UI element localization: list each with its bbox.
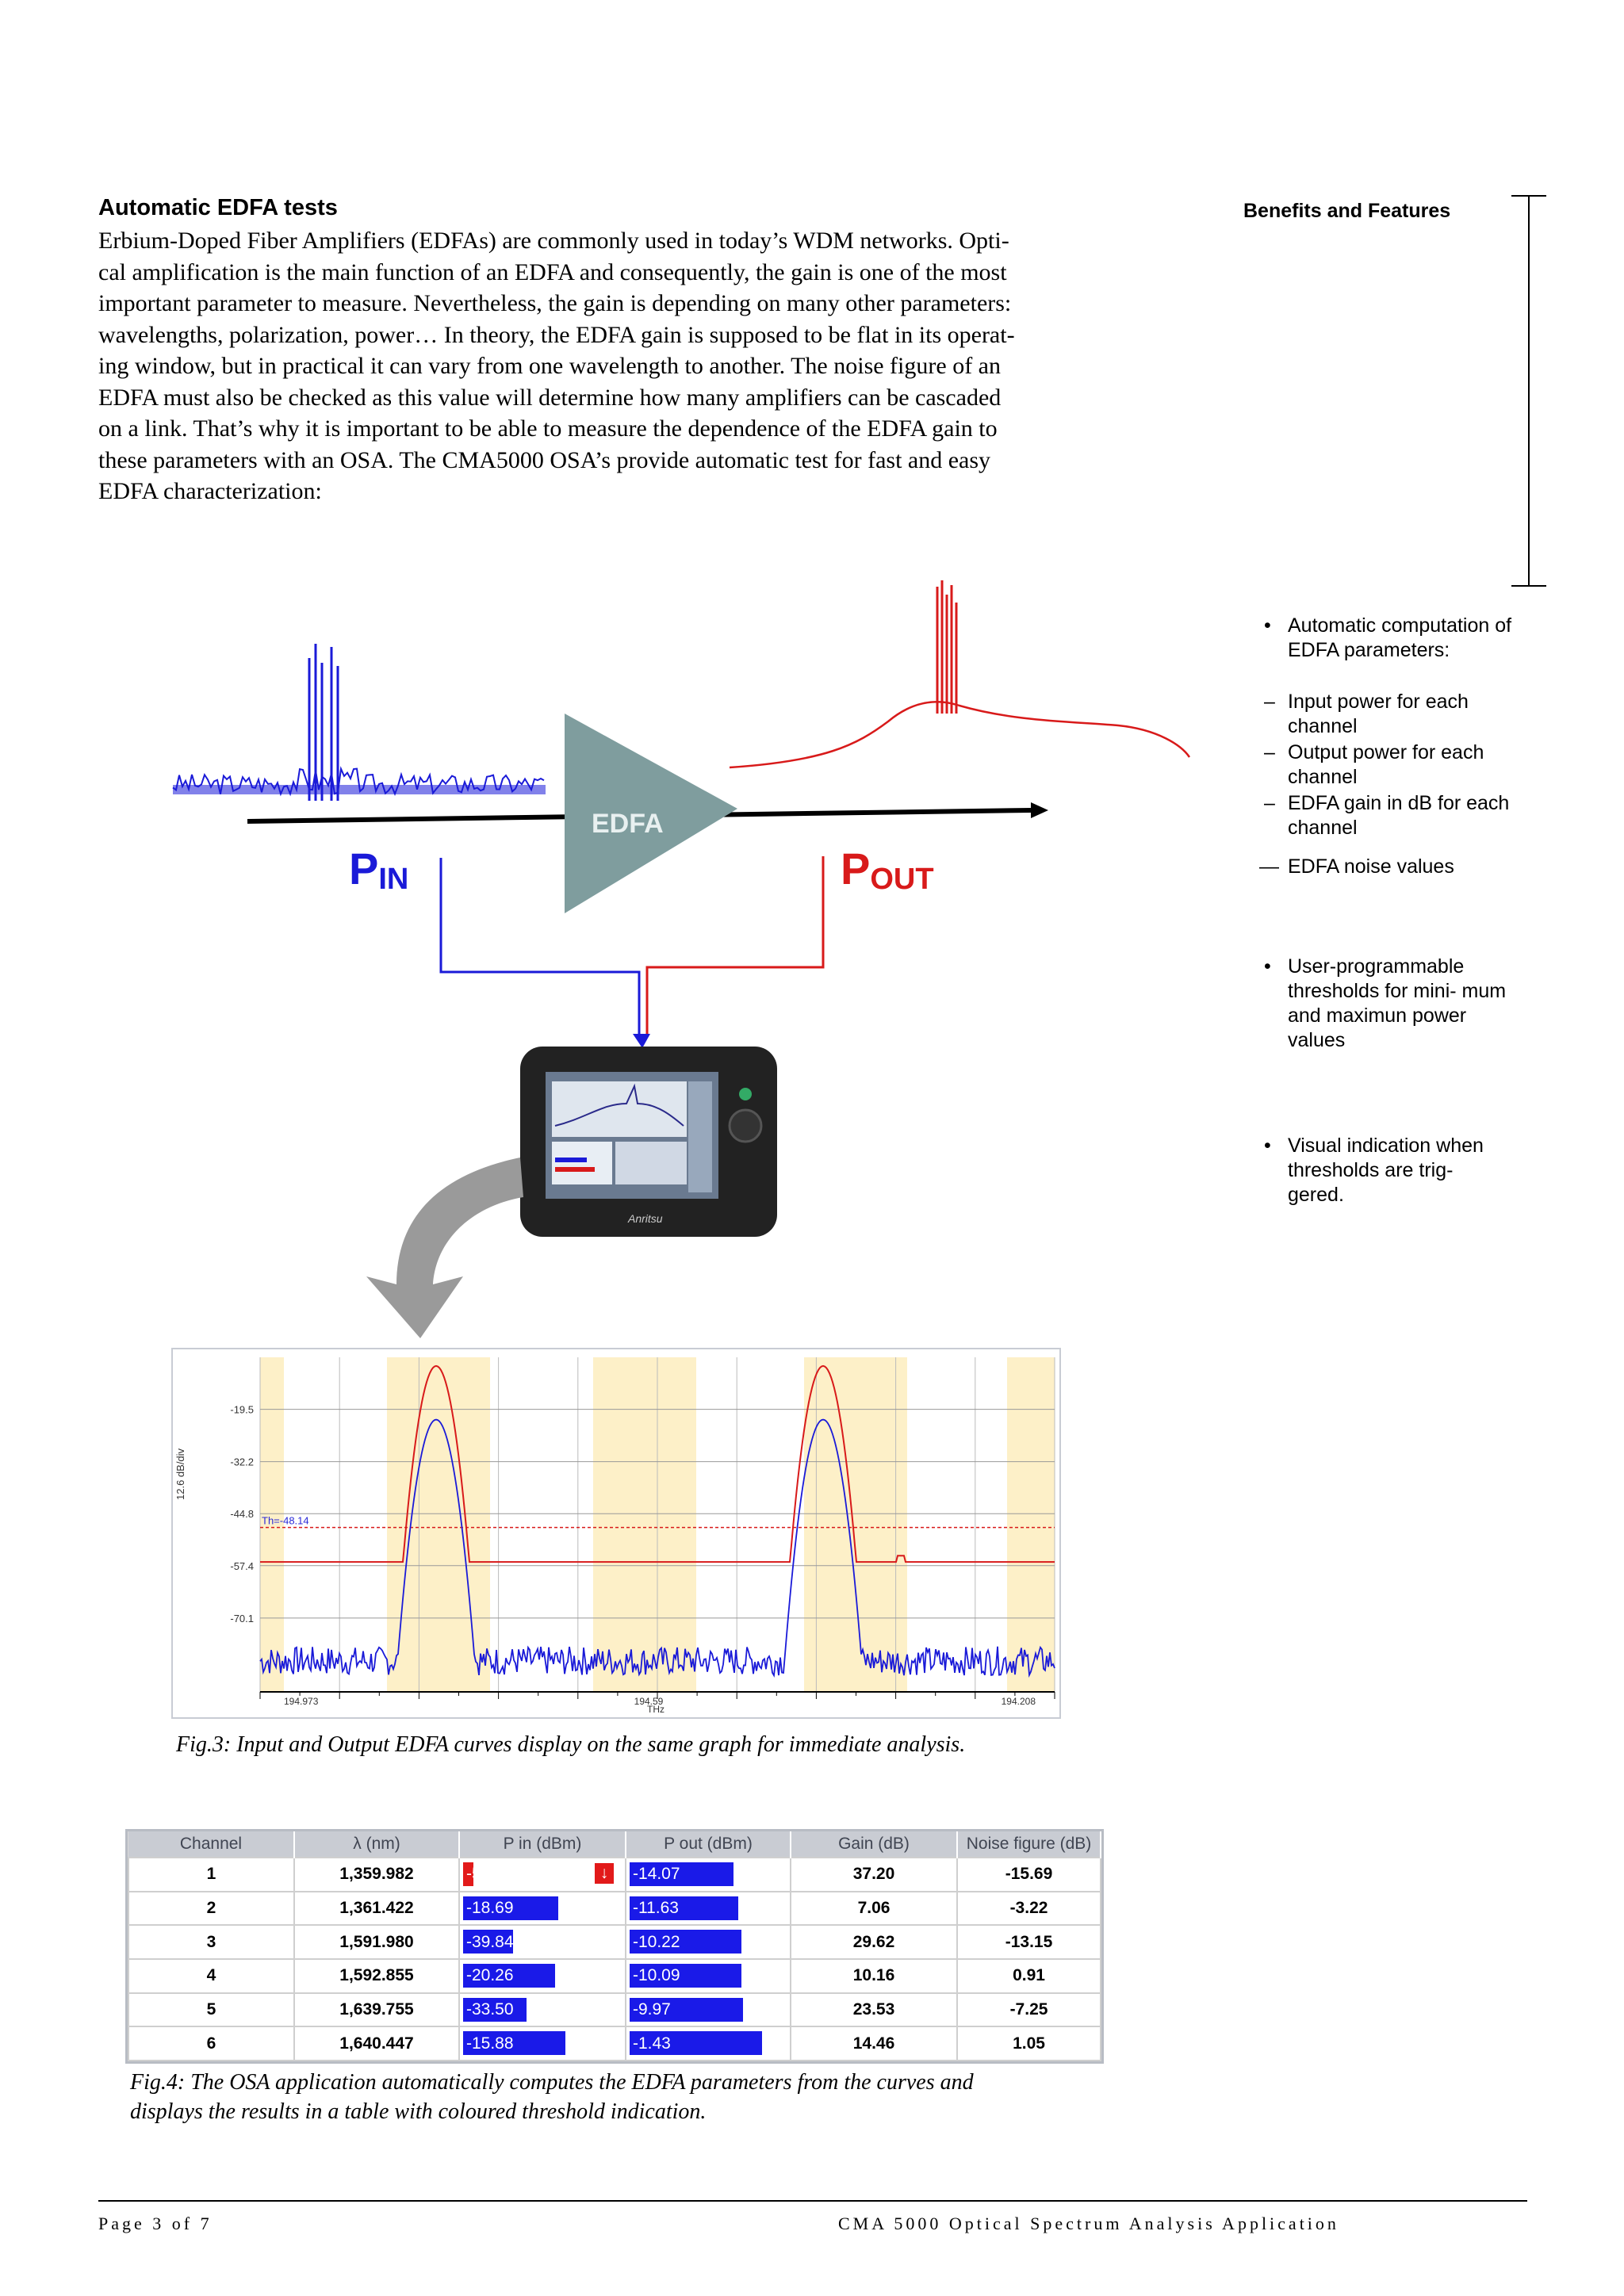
edfa-label: EDFA (592, 809, 664, 839)
cma5000-device (520, 1047, 777, 1237)
threshold-alarm-icon: ↓ (595, 1863, 614, 1884)
pout-bar-cell (626, 1925, 791, 1959)
feature-subitem: Input power for each channel (1288, 691, 1469, 737)
fig4-caption-line: Fig.4: The OSA application automatically computes the EDFA parameters from the curves and (130, 2070, 974, 2095)
table-cell: 14.46 (791, 2026, 957, 2061)
feature-text: Automatic computation of EDFA parameters: (1288, 614, 1512, 661)
x-axis-unit: THz (647, 1704, 665, 1715)
table-cell: 6 (128, 2026, 294, 2061)
feature-subitem: EDFA noise values (1288, 855, 1454, 878)
fig3-chart (171, 1348, 1061, 1719)
sidebar-divider-cap (1511, 195, 1546, 197)
table-cell: -3.22 (957, 1892, 1101, 1926)
sidebar-divider (1528, 195, 1530, 587)
zoom-arrow-icon (366, 1158, 523, 1338)
table-cell: 0.91 (957, 1959, 1101, 1993)
pout-value: -10.09 (633, 1966, 680, 1985)
col-header[interactable]: Gain (dB) (791, 1831, 957, 1858)
x-tick-label: 194.208 (1001, 1696, 1036, 1707)
table-cell: 7.06 (791, 1892, 957, 1926)
fig4-caption (130, 2068, 974, 2126)
output-tap-line (647, 856, 823, 1035)
table-cell: 1,639.755 (294, 1993, 459, 2027)
table-cell: 1.05 (957, 2026, 1101, 2061)
table-cell: 37.20 (791, 1858, 957, 1892)
arrow-down-icon (633, 1034, 650, 1048)
pout-bar-cell (626, 1858, 791, 1892)
table-cell: -15.69 (957, 1858, 1101, 1892)
channel-band (387, 1357, 490, 1692)
arrow-head-icon (1031, 802, 1048, 818)
table-cell: 1,361.422 (294, 1892, 459, 1926)
pin-bar-cell (459, 1993, 626, 2027)
table-cell: 1,640.447 (294, 2026, 459, 2061)
y-tick-label: -32.2 (230, 1456, 254, 1468)
pin-value: -33.50 (466, 1999, 514, 2019)
feature-bullet-2: • User-programmable thresholds for mini- mum and maximun power values (1264, 955, 1507, 1051)
table-cell: 2 (128, 1892, 294, 1926)
table-row[interactable] (128, 1993, 1101, 2027)
table-cell: 1,359.982 (294, 1858, 459, 1892)
device-brand: Anritsu (628, 1212, 663, 1225)
feature-subitem: EDFA gain in dB for each channel (1288, 792, 1510, 839)
edfa-setup-diagram (159, 571, 1213, 1364)
section-heading: Automatic EDFA tests (98, 195, 338, 220)
pin-bar-cell (459, 1925, 626, 1959)
y-axis-label: 12.6 dB/div (174, 1448, 186, 1500)
col-header[interactable]: Channel (128, 1831, 294, 1858)
feature-subitem: Output power for each channel (1288, 741, 1484, 788)
pout-bar-cell (626, 2026, 791, 2061)
table-cell: 10.16 (791, 1959, 957, 1993)
x-tick-label: 194.59 (634, 1696, 664, 1707)
table-cell: 3 (128, 1925, 294, 1959)
channel-band (593, 1357, 696, 1692)
pout-value: -9.97 (633, 1999, 671, 2019)
spectrum-plot (173, 1349, 1059, 1717)
pout-value: -1.43 (633, 2034, 671, 2053)
y-tick-label: -44.8 (230, 1508, 254, 1521)
pout-value: -14.07 (633, 1865, 680, 1884)
pin-value: -15.88 (466, 2034, 514, 2053)
sidebar-title: Benefits and Features (1243, 200, 1451, 222)
table-cell: 1 (128, 1858, 294, 1892)
intro-line: Erbium-Doped Fiber Amplifiers (EDFAs) are commonly used in today’s WDM networks. Opti- (98, 228, 1009, 254)
output-spectrum (730, 580, 1189, 767)
intro-paragraph (98, 225, 1153, 507)
feature-bullet-3: • Visual indication when thresholds are trig- gered. (1264, 1135, 1484, 1206)
pout-bar-cell (626, 1959, 791, 1993)
table-cell: 29.62 (791, 1925, 957, 1959)
y-tick-label: -57.4 (230, 1559, 254, 1572)
fig4-caption-line: displays the results in a table with coloured threshold indication. (130, 2099, 707, 2124)
feature-text: Visual indication when thresholds are trig- gered. (1288, 1135, 1484, 1206)
pin-value: -20.26 (466, 1966, 514, 1985)
table-cell: -7.25 (957, 1993, 1101, 2027)
pin-bar-cell (459, 2026, 626, 2061)
col-header[interactable]: P out (dBm) (626, 1831, 791, 1858)
table-row[interactable] (128, 1858, 1101, 1892)
x-tick-label: 194.973 (284, 1696, 319, 1707)
table-cell: 4 (128, 1959, 294, 1993)
pout-value: -10.22 (633, 1932, 680, 1951)
pout-value: -11.63 (633, 1898, 679, 1917)
y-tick-label: -70.1 (230, 1612, 254, 1624)
document-title: CMA 5000 Optical Spectrum Analysis Application (838, 2214, 1339, 2233)
page-number: Page 3 of 7 (98, 2214, 213, 2233)
intro-line: wavelengths, polarization, power… In theory, the EDFA gain is supposed to be flat in its operat- (98, 321, 1015, 348)
table-row[interactable] (128, 1925, 1101, 1959)
intro-line: ing window, but in practical it can vary from one wavelength to another. The noise figure of an (98, 353, 1001, 379)
table-cell: -13.15 (957, 1925, 1101, 1959)
table-cell: 1,592.855 (294, 1959, 459, 1993)
y-tick-label: -19.5 (230, 1403, 254, 1416)
edfa-results-table (125, 1829, 1104, 2064)
fig3-caption: Fig.3: Input and Output EDFA curves display on the same graph for immediate analysis. (176, 1732, 966, 1757)
sidebar-divider-cap (1511, 585, 1546, 587)
intro-line: these parameters with an OSA. The CMA5000 OSA’s provide automatic test for fast and easy (98, 446, 991, 473)
table-row[interactable] (128, 2026, 1101, 2061)
pin-label: PIN (349, 844, 409, 896)
feature-bullet-1: • Automatic computation of EDFA parameters: (1264, 614, 1512, 661)
intro-line: cal amplification is the main function of an EDFA and consequently, the gain is one of the most (98, 258, 1007, 285)
footer-rule (98, 2200, 1527, 2202)
table-cell: 5 (128, 1993, 294, 2027)
pout-bar-cell (626, 1993, 791, 2027)
intro-line: EDFA characterization: (98, 478, 322, 504)
pin-value: -51.27 (466, 1865, 514, 1884)
pin-value: -39.84 (466, 1932, 514, 1951)
feature-text: User-programmable thresholds for mini- mum and maximun power values (1288, 955, 1507, 1051)
intro-line: EDFA must also be checked as this value will determine how many amplifiers can be cascaded (98, 384, 1002, 411)
channel-band (804, 1357, 907, 1692)
table-row[interactable] (128, 1959, 1101, 1993)
intro-line: on a link. That’s why it is important to be able to measure the dependence of the EDFA gain to (98, 415, 998, 442)
pin-bar-cell (459, 1858, 626, 1892)
table-cell: 23.53 (791, 1993, 957, 2027)
intro-line: important parameter to measure. Nevertheless, the gain is depending on many other parameters: (98, 290, 1012, 316)
threshold-label: Th=-48.14 (262, 1514, 309, 1527)
col-header[interactable]: P in (dBm) (459, 1831, 626, 1858)
pin-value: -18.69 (466, 1898, 514, 1917)
pin-bar-cell (459, 1959, 626, 1993)
input-spectrum (173, 644, 546, 801)
pout-bar-cell (626, 1892, 791, 1926)
feature-sublist: – Input power for each channel – Output power for each channel – EDFA gain in dB for each channel — EDFA noise values (1259, 691, 1510, 878)
pout-label: POUT (841, 844, 934, 896)
pin-bar-cell (459, 1892, 626, 1926)
table-row[interactable] (128, 1892, 1101, 1926)
table-cell: 1,591.980 (294, 1925, 459, 1959)
col-header[interactable]: Noise figure (dB) (957, 1831, 1101, 1858)
channel-band (1007, 1357, 1055, 1692)
col-header[interactable]: λ (nm) (294, 1831, 459, 1858)
